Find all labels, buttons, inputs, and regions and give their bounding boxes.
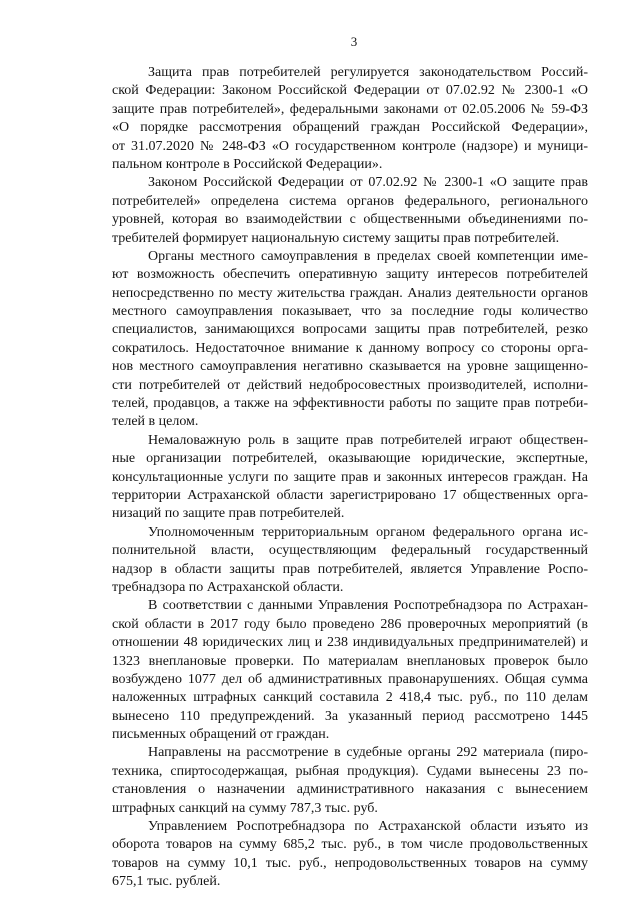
text-line: Органы местного самоуправления в пределах своей компетенции име- <box>148 248 588 264</box>
text-line: В соответствии с данными Управления Роспотребнадзора по Астрахан- <box>148 598 588 614</box>
text-line: сти потребителей от действий недобросовестных производителей, исполни- <box>112 377 588 393</box>
text-line: ской Федерации: Законом Российской Федерации от 07.02.92 № 2300-1 «О <box>112 83 588 99</box>
text-line: 1323 внеплановые проверки. По материалам внеплановых проверок было <box>112 653 588 669</box>
document-body <box>112 64 588 892</box>
paragraph <box>112 597 588 744</box>
text-line: возбуждено 1077 дел об административных правонарушениях. Общая сумма <box>112 671 588 687</box>
text-line: отношении 48 юридических лиц и 238 индивидуальных предпринимателей) и <box>112 635 588 651</box>
text-line: сократилось. Недостаточное внимание к данному вопросу со стороны орга- <box>112 340 588 356</box>
text-line: Направлены на рассмотрение в судебные органы 292 материала (пиро- <box>148 745 588 761</box>
text-line: оборота товаров на сумму 685,2 тыс. руб., в том числе продовольственных <box>112 837 588 853</box>
text-line: Немаловажную роль в защите прав потребителей играют обществен- <box>148 432 588 448</box>
paragraph <box>112 744 588 818</box>
paragraph <box>112 174 588 248</box>
text-line: Законом Российской Федерации от 07.02.92 № 2300-1 «О защите прав <box>148 175 588 191</box>
text-line: Защита прав потребителей регулируется законодательством Россий- <box>148 65 588 80</box>
page-number: 3 <box>350 34 358 49</box>
text-line: ные организации потребителей, оказывающие юридические, экспертные, <box>112 451 588 467</box>
text-line: специалистов, занимающихся вопросами защиты прав потребителей, резко <box>112 322 588 338</box>
paragraph <box>112 818 588 892</box>
text-line: техника, спиртосодержащая, рыбная продукция). Судами вынесены 23 по- <box>112 763 588 779</box>
text-line: уровней, которая во взаимодействии с общественными объединениями по- <box>112 212 588 228</box>
text-line: нов местного самоуправления негативно сказывается на уровне защищенно- <box>112 359 588 375</box>
paragraph <box>112 432 588 524</box>
text-line: ской области в 2017 году было проведено 286 проверочных мероприятий (в <box>112 616 588 632</box>
text-line: местного самоуправления показывает, что за последние годы количество <box>112 304 588 320</box>
text-line: Управлением Роспотребнадзора по Астраханской области изъято из <box>148 819 588 835</box>
text-line: от 31.07.2020 № 248-ФЗ «О государственном контроле (надзоре) и муници- <box>112 138 588 154</box>
paragraph <box>112 524 588 598</box>
text-line: телей в целом. <box>112 414 199 430</box>
paragraph <box>112 248 588 432</box>
text-line: низаций по защите прав потребителей. <box>112 506 345 522</box>
text-line: полнительной власти, осуществляющим федеральный государственный <box>112 543 588 559</box>
text-line: ют возможность обеспечить оперативную защиту интересов потребителей <box>112 267 588 283</box>
text-line: штрафных санкций на сумму 787,3 тыс. руб. <box>112 800 378 816</box>
text-line: консультационные услуги по защите прав и законных интересов граждан. На <box>112 469 588 485</box>
text-line: «О порядке рассмотрения обращений граждан Российской Федерации», <box>112 120 588 136</box>
text-line: требнадзора по Астраханской области. <box>112 579 344 595</box>
text-line: потребителей» определена система органов федерального, регионального <box>112 193 588 209</box>
text-line: территории Астраханской области зарегистрировано 17 общественных орга- <box>112 487 588 503</box>
text-line: товаров на сумму 10,1 тыс. руб., непродовольственных товаров на сумму <box>112 855 588 871</box>
text-line: защите прав потребителей», федеральными законами от 02.05.2006 № 59-ФЗ <box>112 101 588 117</box>
text-line: непосредственно по месту жительства граждан. Анализ деятельности органов <box>112 285 588 301</box>
text-line: телей, продавцов, а также на эффективности работы по защите прав потреби- <box>112 396 588 412</box>
paragraph <box>112 64 588 174</box>
text-line: вынесено 110 предупреждений. За указанный период рассмотрено 1445 <box>112 708 588 724</box>
text-line: становления о назначении административного наказания с вынесением <box>112 782 588 798</box>
text-line: пальном контроле в Российской Федерации». <box>112 156 383 172</box>
text-line: требителей формирует национальную систему защиты прав потребителей. <box>112 230 560 246</box>
text-line: наложенных штрафных санкций составила 2 418,4 тыс. руб., по 110 делам <box>112 690 588 706</box>
text-line: письменных обращений от граждан. <box>112 727 330 743</box>
text-line: 675,1 тыс. рублей. <box>112 874 221 890</box>
text-line: надзор в области защиты прав потребителей, является Управление Роспо- <box>112 561 588 577</box>
text-line: Уполномоченным территориальным органом федерального органа ис- <box>148 524 588 540</box>
